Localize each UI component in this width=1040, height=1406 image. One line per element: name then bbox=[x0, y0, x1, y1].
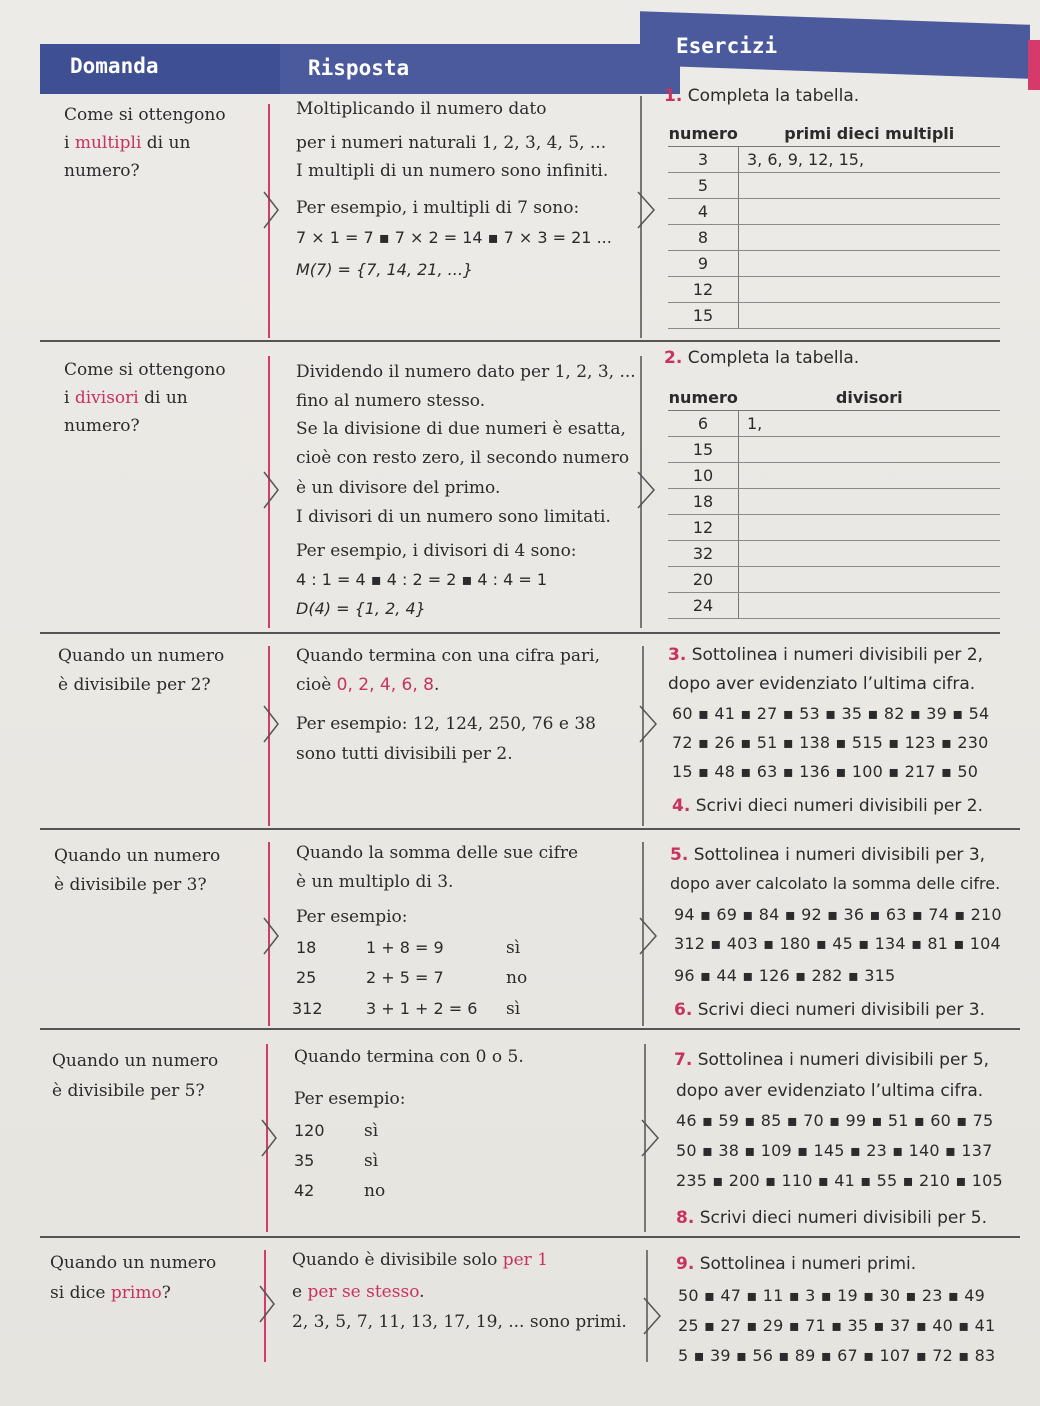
table-row: 15 bbox=[668, 303, 1000, 329]
answer-cell[interactable] bbox=[739, 251, 1001, 277]
answer-cell[interactable] bbox=[739, 463, 1001, 489]
answer-cell[interactable] bbox=[739, 567, 1001, 593]
answer-text: Per esempio: bbox=[296, 907, 408, 927]
answer-text: è un multiplo di 3. bbox=[296, 872, 454, 892]
question-text: i divisori di un bbox=[64, 388, 188, 408]
answer-text: è un divisore del primo. bbox=[296, 478, 501, 498]
example-number: 25 bbox=[296, 968, 317, 987]
exercise-6-title: 6. Scrivi dieci numeri divisibili per 3. bbox=[674, 1000, 985, 1020]
example-result: sì bbox=[364, 1121, 379, 1141]
number-list[interactable]: 46 ▪ 59 ▪ 85 ▪ 70 ▪ 99 ▪ 51 ▪ 60 ▪ 75 bbox=[676, 1111, 994, 1130]
exercise-3-title: 3. Sottolinea i numeri divisibili per 2, bbox=[668, 645, 984, 665]
section-divider bbox=[40, 340, 1000, 342]
question-text: è divisibile per 5? bbox=[52, 1081, 205, 1101]
answer-text: Quando termina con una cifra pari, bbox=[296, 646, 600, 666]
chevron-right-icon bbox=[636, 470, 660, 510]
example-sum: 2 + 5 = 7 bbox=[366, 968, 444, 987]
example-result: no bbox=[364, 1181, 386, 1201]
example-result: no bbox=[506, 968, 528, 988]
example-sum: 3 + 1 + 2 = 6 bbox=[366, 999, 478, 1018]
column-header: numero bbox=[668, 120, 739, 147]
example-number: 18 bbox=[296, 938, 317, 957]
answer-text: Per esempio: 12, 124, 250, 76 e 38 bbox=[296, 714, 596, 734]
exercise-2-title: 2. Completa la tabella. bbox=[664, 348, 860, 368]
number-list[interactable]: 25 ▪ 27 ▪ 29 ▪ 71 ▪ 35 ▪ 37 ▪ 40 ▪ 41 bbox=[678, 1316, 996, 1335]
answer-text: cioè con resto zero, il secondo numero bbox=[296, 448, 630, 468]
answer-text: e per se stesso. bbox=[292, 1282, 425, 1302]
table-row: 10 bbox=[668, 463, 1000, 489]
header-esercizi: Esercizi bbox=[676, 34, 778, 58]
question-text: Quando un numero bbox=[58, 646, 225, 666]
answer-cell[interactable] bbox=[739, 515, 1001, 541]
chevron-right-icon bbox=[640, 1118, 664, 1158]
table-row: 4 bbox=[668, 199, 1000, 225]
math-example: 7 × 1 = 7 ▪ 7 × 2 = 14 ▪ 7 × 3 = 21 ... bbox=[296, 228, 612, 247]
table-row: 32 bbox=[668, 541, 1000, 567]
exercise-4-title: 4. Scrivi dieci numeri divisibili per 2. bbox=[672, 796, 983, 816]
answer-text: I multipli di un numero sono infiniti. bbox=[296, 161, 609, 181]
question-text: numero? bbox=[64, 416, 140, 436]
chevron-right-icon bbox=[260, 1118, 280, 1158]
table-row: 12 bbox=[668, 515, 1000, 541]
question-text: si dice primo? bbox=[50, 1283, 171, 1303]
question-text: i multipli di un bbox=[64, 133, 191, 153]
answer-cell[interactable] bbox=[739, 199, 1001, 225]
number-list[interactable]: 50 ▪ 47 ▪ 11 ▪ 3 ▪ 19 ▪ 30 ▪ 23 ▪ 49 bbox=[678, 1286, 986, 1305]
column-header: primi dieci multipli bbox=[739, 120, 1001, 147]
example-sum: 1 + 8 = 9 bbox=[366, 938, 444, 957]
example-result: sì bbox=[506, 938, 521, 958]
question-text: Quando un numero bbox=[50, 1253, 217, 1273]
table-row: 9 bbox=[668, 251, 1000, 277]
chevron-right-icon bbox=[262, 190, 282, 230]
page-tab bbox=[1028, 40, 1040, 90]
answer-text: Dividendo il numero dato per 1, 2, 3, ... bbox=[296, 362, 636, 382]
question-text: è divisibile per 2? bbox=[58, 675, 211, 695]
answer-cell[interactable] bbox=[739, 225, 1001, 251]
example-number: 42 bbox=[294, 1181, 315, 1200]
exercise-2-table bbox=[668, 384, 1000, 619]
exercise-8-title: 8. Scrivi dieci numeri divisibili per 5. bbox=[676, 1208, 987, 1228]
answer-text: Se la divisione di due numeri è esatta, bbox=[296, 419, 626, 439]
question-text: Quando un numero bbox=[52, 1051, 219, 1071]
table-row: 3 3, 6, 9, 12, 15, bbox=[668, 147, 1000, 173]
number-list[interactable]: 15 ▪ 48 ▪ 63 ▪ 136 ▪ 100 ▪ 217 ▪ 50 bbox=[672, 762, 979, 781]
exercise-7-title: 7. Sottolinea i numeri divisibili per 5, bbox=[674, 1050, 990, 1070]
exercise-1-table bbox=[668, 120, 1000, 329]
answer-cell[interactable] bbox=[739, 277, 1001, 303]
answer-cell[interactable]: 1, bbox=[739, 411, 1001, 437]
table-row: 6 1, bbox=[668, 411, 1000, 437]
exercise-1-title: 1. Completa la tabella. bbox=[664, 86, 860, 106]
question-text: Come si ottengono bbox=[64, 105, 226, 125]
section-divider bbox=[40, 1028, 1020, 1030]
chevron-right-icon bbox=[262, 470, 282, 510]
table-row: 5 bbox=[668, 173, 1000, 199]
answer-text: Per esempio, i multipli di 7 sono: bbox=[296, 198, 580, 218]
question-text: Quando un numero bbox=[54, 846, 221, 866]
table-row: 12 bbox=[668, 277, 1000, 303]
answer-text: I divisori di un numero sono limitati. bbox=[296, 507, 611, 527]
math-example: M(7) = {7, 14, 21, ...} bbox=[296, 260, 474, 279]
answer-text: Quando è divisibile solo per 1 bbox=[292, 1250, 549, 1270]
table-row: 20 bbox=[668, 567, 1000, 593]
table-row: 15 bbox=[668, 437, 1000, 463]
answer-cell[interactable] bbox=[739, 541, 1001, 567]
math-example: 4 : 1 = 4 ▪ 4 : 2 = 2 ▪ 4 : 4 = 1 bbox=[296, 570, 548, 589]
example-result: sì bbox=[364, 1151, 379, 1171]
answer-text: sono tutti divisibili per 2. bbox=[296, 744, 513, 764]
number-list[interactable]: 50 ▪ 38 ▪ 109 ▪ 145 ▪ 23 ▪ 140 ▪ 137 bbox=[676, 1141, 993, 1160]
section-divider bbox=[40, 1236, 1020, 1238]
number-list[interactable]: 235 ▪ 200 ▪ 110 ▪ 41 ▪ 55 ▪ 210 ▪ 105 bbox=[676, 1171, 1003, 1190]
exercise-3-subtitle: dopo aver evidenziato l’ultima cifra. bbox=[668, 674, 976, 694]
chevron-right-icon bbox=[638, 916, 662, 956]
question-text: Come si ottengono bbox=[64, 360, 226, 380]
answer-text: Per esempio, i divisori di 4 sono: bbox=[296, 541, 577, 561]
section-divider bbox=[40, 828, 1020, 830]
number-list[interactable]: 96 ▪ 44 ▪ 126 ▪ 282 ▪ 315 bbox=[674, 966, 896, 985]
column-header: numero bbox=[668, 384, 739, 411]
answer-text: 2, 3, 5, 7, 11, 13, 17, 19, ... sono primi. bbox=[292, 1312, 627, 1332]
question-text: è divisibile per 3? bbox=[54, 875, 207, 895]
chevron-right-icon bbox=[262, 704, 282, 744]
answer-text: per i numeri naturali 1, 2, 3, 4, 5, ... bbox=[296, 133, 607, 153]
table-row: 8 bbox=[668, 225, 1000, 251]
number-list[interactable]: 312 ▪ 403 ▪ 180 ▪ 45 ▪ 134 ▪ 81 ▪ 104 bbox=[674, 934, 1001, 953]
chevron-right-icon bbox=[642, 1296, 666, 1336]
example-number: 35 bbox=[294, 1151, 315, 1170]
answer-text: Quando la somma delle sue cifre bbox=[296, 843, 579, 863]
example-number: 312 bbox=[292, 999, 323, 1018]
answer-cell[interactable] bbox=[739, 303, 1001, 329]
example-result: sì bbox=[506, 999, 521, 1019]
number-list[interactable]: 72 ▪ 26 ▪ 51 ▪ 138 ▪ 515 ▪ 123 ▪ 230 bbox=[672, 733, 989, 752]
answer-text: Quando termina con 0 o 5. bbox=[294, 1047, 524, 1067]
exercise-9-title: 9. Sottolinea i numeri primi. bbox=[676, 1254, 917, 1274]
section-divider bbox=[40, 632, 1000, 634]
exercise-7-subtitle: dopo aver evidenziato l’ultima cifra. bbox=[676, 1081, 984, 1101]
answer-cell[interactable] bbox=[739, 593, 1001, 619]
question-text: numero? bbox=[64, 161, 140, 181]
column-header: divisori bbox=[739, 384, 1001, 411]
number-list[interactable]: 5 ▪ 39 ▪ 56 ▪ 89 ▪ 67 ▪ 107 ▪ 72 ▪ 83 bbox=[678, 1346, 996, 1365]
exercise-5-title: 5. Sottolinea i numeri divisibili per 3, bbox=[670, 845, 986, 865]
answer-cell[interactable] bbox=[739, 437, 1001, 463]
exercise-5-subtitle: dopo aver calcolato la somma delle cifre. bbox=[670, 874, 1001, 893]
chevron-right-icon bbox=[258, 1284, 278, 1324]
answer-cell[interactable] bbox=[739, 489, 1001, 515]
answer-text: Per esempio: bbox=[294, 1089, 406, 1109]
answer-text: Moltiplicando il numero dato bbox=[296, 99, 547, 119]
number-list[interactable]: 60 ▪ 41 ▪ 27 ▪ 53 ▪ 35 ▪ 82 ▪ 39 ▪ 54 bbox=[672, 704, 990, 723]
number-list[interactable]: 94 ▪ 69 ▪ 84 ▪ 92 ▪ 36 ▪ 63 ▪ 74 ▪ 210 bbox=[674, 905, 1002, 924]
answer-text: cioè 0, 2, 4, 6, 8. bbox=[296, 675, 440, 695]
chevron-right-icon bbox=[262, 916, 282, 956]
answer-text: fino al numero stesso. bbox=[296, 391, 486, 411]
header-risposta: Risposta bbox=[308, 56, 410, 80]
table-row: 24 bbox=[668, 593, 1000, 619]
answer-cell[interactable] bbox=[739, 173, 1001, 199]
chevron-right-icon bbox=[636, 190, 660, 230]
chevron-right-icon bbox=[638, 704, 662, 744]
math-example: D(4) = {1, 2, 4} bbox=[296, 599, 426, 618]
example-number: 120 bbox=[294, 1121, 325, 1140]
table-row: 18 bbox=[668, 489, 1000, 515]
answer-cell[interactable]: 3, 6, 9, 12, 15, bbox=[739, 147, 1001, 173]
header-domanda: Domanda bbox=[70, 54, 159, 78]
